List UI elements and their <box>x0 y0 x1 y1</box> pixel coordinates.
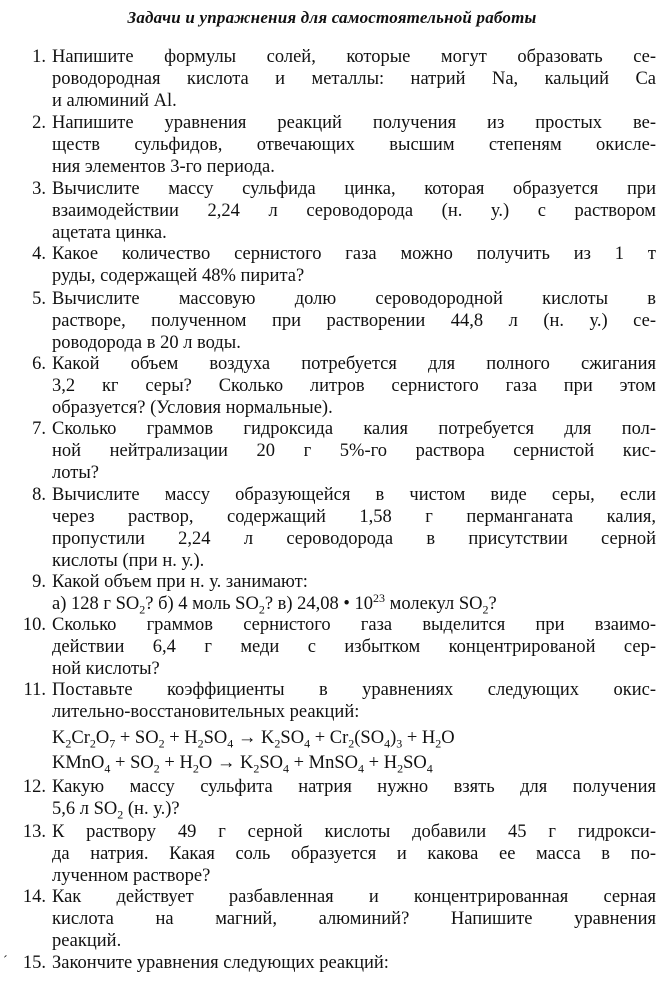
exercise-line: ния элементов 3-го периода. <box>52 157 275 177</box>
exercise-line: К раствору 49 г серной кислоты добавили 45 г гидрокси- <box>52 822 656 842</box>
exercise-line: Вычислите массу сульфида цинка, которая образуется при <box>52 179 656 199</box>
exercise-line: действии 6,4 г меди с избытком концентрированой сер- <box>52 637 656 657</box>
exercise-number: 4. <box>32 244 46 264</box>
exercise-number: 8. <box>32 485 46 505</box>
exercise-number: 7. <box>32 419 46 439</box>
exercise-line: Вычислите массу образующейся в чистом виде серы, если <box>52 485 656 505</box>
exercise-line: Какой объем при н. у. занимают: <box>52 572 308 592</box>
exercise-line: да натрия. Какая соль образуется и какова ее масса в по- <box>52 844 656 864</box>
exercise-line: ной кислоты? <box>52 659 160 679</box>
exercise-number: 6. <box>32 354 46 374</box>
exercise-line: Какую массу сульфита натрия нужно взять для получения <box>52 777 656 797</box>
exercise-number: 13. <box>22 822 46 842</box>
exercise-number: 3. <box>32 179 46 199</box>
exercise-line: растворе, полученном при растворении 44,8 л (н. у.) се- <box>52 311 656 331</box>
exercise-line: руды, содержащей 48% пирита? <box>52 266 305 286</box>
exercise-line: 3,2 кг серы? Сколько литров сернистого газа при этом <box>52 376 656 396</box>
exercise-line: образуется? (Условия нормальные). <box>52 398 333 418</box>
exercise-number: 5. <box>32 289 46 309</box>
exercise-line: взаимодействии 2,24 л сероводорода (н. у.) с раствором <box>52 201 656 221</box>
exercise-line: роводородная кислота и металлы: натрий Na, кальций Са <box>52 69 656 89</box>
exercise-number: 15. <box>22 953 46 973</box>
exercise-number: 11. <box>23 680 46 700</box>
exercise-line: лительно-восстановительных реакций: <box>52 702 360 722</box>
exercise-line: Вычислите массовую долю сероводородной кислоты в <box>52 289 656 309</box>
exercise-line: Напишите формулы солей, которые могут образовать се- <box>52 47 656 67</box>
exercise-line: Сколько граммов гидроксида калия потребуется для пол- <box>52 419 656 439</box>
exercise-number: 9. <box>32 572 46 592</box>
exercise-line: и алюминий Al. <box>52 91 177 111</box>
exercise-line: лоты? <box>52 463 99 483</box>
exercise-line: Сколько граммов сернистого газа выделится при взаимо- <box>52 615 656 635</box>
exercise-number: 2. <box>32 113 46 133</box>
exercise-9-options: а) 128 г $SO_2$? б) 4 моль $SO_2$? в) 24,08 • $10^{23}$ молекул $SO_2$? <box>52 590 497 617</box>
exercise-line: Закончите уравнения следующих реакций: <box>52 953 389 973</box>
exercise-number: 12. <box>22 777 46 797</box>
exercise-line: кислоты (при н. у.). <box>52 551 205 571</box>
exercise-line: ществ сульфидов, отвечающих высшим степеням окисле- <box>52 135 656 155</box>
exercise-line: 5,6 л $SO_2$ (н. у.)? <box>52 799 180 822</box>
exercise-number: 1. <box>32 47 46 67</box>
exercise-line: лученном растворе? <box>52 866 211 886</box>
exercise-line: пропустили 2,24 л сероводорода в присутствии серной <box>52 529 656 549</box>
exercise-line: ной нейтрализации 20 г 5%-го раствора сернистой кис- <box>52 441 656 461</box>
exercise-line: через раствор, содержащий 1,58 г перманганата калия, <box>52 507 656 527</box>
exercise-line: реакций. <box>52 931 122 951</box>
exercise-number: 14. <box>22 887 46 907</box>
exercise-line: Напишите уравнения реакций получения из простых ве- <box>52 113 656 133</box>
exercise-line: Какой объем воздуха потребуется для полного сжигания <box>52 354 656 374</box>
section-heading: Задачи и упражнения для самостоятельной работы <box>127 8 537 27</box>
exercise-line: кислота на магний, алюминий? Напишите уравнения <box>52 909 656 929</box>
exercise-line: Поставьте коэффициенты в уравнениях следующих окис- <box>52 680 656 700</box>
equation-1: $K_2Cr_2O_7 + SO_2 + H_2SO_4 \to K_2SO_4 + Cr_2(SO_4)_3 + H_2O$ <box>52 728 455 751</box>
margin-mark: ˊ <box>3 954 8 969</box>
exercise-line: Как действует разбавленная и концентрированная серная <box>52 887 656 907</box>
exercise-number: 10. <box>22 615 46 635</box>
exercise-line: роводорода в 20 л воды. <box>52 333 241 353</box>
exercise-line: Какое количество сернистого газа можно получить из 1 т <box>52 244 656 264</box>
equation-2: KMnO$_4$ + $SO_2 + H_2O \to K_2SO_4$ + MnSO$_4$ + $H_2SO_4$ <box>52 753 433 776</box>
exercise-line: ацетата цинка. <box>52 223 167 243</box>
